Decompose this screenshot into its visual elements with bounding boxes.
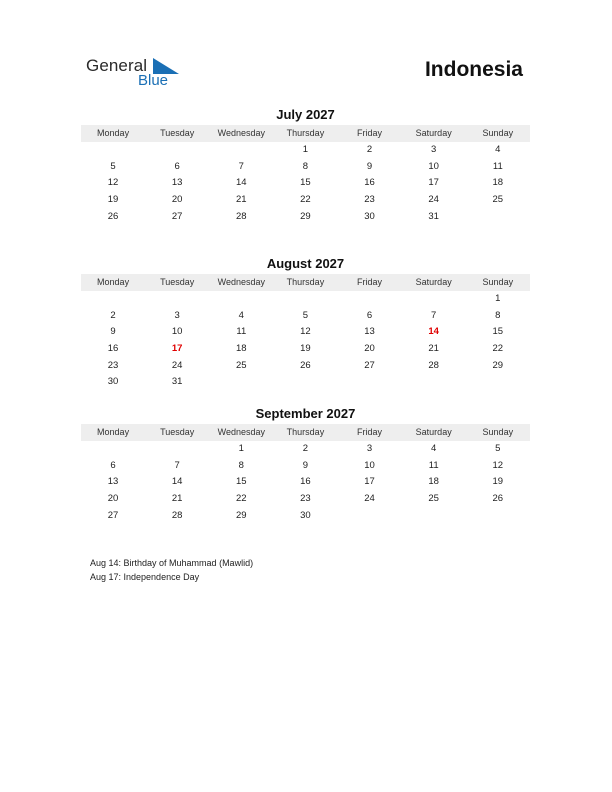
empty-day-cell	[338, 291, 402, 308]
day-cell: 14	[236, 177, 247, 189]
day-cell: 16	[364, 177, 375, 189]
day-cell: 23	[364, 194, 375, 206]
day-cell: 9	[366, 160, 373, 172]
weekday-label: Thursday	[286, 427, 325, 437]
day-cell: 21	[236, 194, 247, 206]
empty-day-cell	[466, 374, 530, 391]
weekday-label: Tuesday	[160, 277, 195, 287]
day-cell: 21	[428, 343, 439, 355]
day-cell: 29	[492, 359, 504, 371]
day-cell: 1	[302, 144, 309, 155]
weekday-label: Sunday	[482, 277, 514, 287]
logo-word-general: General	[86, 56, 148, 75]
day-cell: 29	[300, 210, 311, 222]
weekday-label: Saturday	[415, 277, 452, 287]
weekday-header	[81, 424, 530, 441]
day-cell: 2	[366, 144, 373, 155]
day-cell: 3	[174, 309, 180, 321]
day-cell: 5	[495, 443, 501, 454]
weekday-label: Wednesday	[217, 128, 265, 138]
day-cell: 18	[428, 476, 439, 488]
day-cell: 3	[366, 443, 373, 454]
day-cell: 28	[428, 359, 439, 371]
weekday-label: Saturday	[415, 427, 452, 437]
day-cell: 6	[366, 309, 373, 321]
empty-day-cell	[145, 441, 209, 458]
weekday-label: Saturday	[415, 128, 452, 138]
day-cell: 13	[364, 326, 375, 338]
weekday-label: Wednesday	[217, 277, 265, 287]
day-cell: 31	[428, 210, 439, 222]
day-cell: 20	[171, 194, 183, 206]
country-title: Indonesia	[424, 58, 523, 81]
day-cell: 26	[300, 359, 311, 371]
day-cell: 8	[238, 459, 244, 471]
day-cell: 25	[428, 493, 439, 505]
day-cell: 30	[364, 210, 375, 222]
weekday-label: Friday	[357, 427, 383, 437]
day-cell: 21	[171, 493, 183, 505]
empty-day-cell	[466, 508, 530, 525]
day-cell: 6	[110, 459, 116, 471]
day-cell: 2	[302, 443, 309, 454]
empty-day-cell	[145, 291, 209, 308]
empty-day-cell	[338, 374, 402, 391]
weekday-label: Monday	[97, 277, 130, 287]
weekday-header	[81, 125, 530, 142]
day-cell: 1	[238, 443, 244, 454]
weekday-label: Monday	[97, 427, 130, 437]
weekday-label: Sunday	[482, 427, 514, 437]
weekday-label: Friday	[357, 277, 383, 287]
month-title: July 2027	[276, 107, 335, 122]
day-cell: 20	[364, 343, 375, 355]
day-cell: 5	[302, 309, 309, 321]
day-cell: 23	[300, 493, 311, 505]
day-cell: 22	[236, 493, 247, 505]
month-block-september	[81, 405, 530, 524]
day-cell: 7	[238, 160, 244, 172]
day-cell: 5	[110, 160, 116, 172]
day-cell: 27	[171, 210, 183, 222]
empty-day-cell	[273, 374, 337, 391]
day-cell: 17	[428, 177, 439, 189]
day-cell: 11	[492, 160, 503, 172]
day-cell: 27	[364, 359, 375, 371]
day-cell: 26	[107, 210, 119, 222]
day-cell: 15	[236, 476, 247, 488]
day-cell: 30	[107, 376, 119, 388]
day-cell: 12	[300, 326, 311, 338]
day-cell: 26	[492, 493, 504, 505]
day-cell: 4	[495, 144, 501, 155]
day-cell: 27	[107, 509, 119, 521]
day-cell: 19	[107, 194, 119, 206]
holiday-note: Aug 14: Birthday of Muhammad (Mawlid)	[90, 558, 254, 568]
weekday-label: Tuesday	[160, 128, 195, 138]
month-title: August 2027	[266, 256, 345, 271]
day-cell: 14	[428, 326, 439, 338]
day-cell: 22	[300, 194, 311, 206]
day-cell: 18	[236, 343, 247, 355]
day-cell: 12	[492, 459, 504, 471]
weekday-label: Thursday	[286, 277, 325, 287]
day-cell: 30	[300, 509, 311, 521]
day-cell: 4	[238, 309, 244, 321]
day-cell: 3	[431, 144, 437, 155]
day-cell: 8	[495, 309, 501, 321]
empty-day-cell	[81, 291, 145, 308]
empty-day-cell	[466, 209, 530, 226]
month-title: September 2027	[255, 406, 356, 421]
empty-day-cell	[402, 508, 466, 525]
weekday-label: Wednesday	[217, 427, 265, 437]
day-cell: 14	[171, 476, 183, 488]
day-cell: 8	[302, 160, 309, 172]
weekday-label: Thursday	[286, 128, 325, 138]
day-cell: 16	[107, 343, 119, 355]
day-cell: 10	[171, 326, 183, 338]
day-cell: 6	[174, 160, 180, 172]
empty-day-cell	[402, 291, 466, 308]
day-cell: 18	[492, 177, 504, 189]
day-cell: 25	[492, 194, 504, 206]
empty-day-cell	[81, 142, 145, 159]
day-cell: 28	[171, 509, 183, 521]
day-cell: 28	[236, 210, 247, 222]
month-block-august	[81, 255, 530, 391]
day-cell: 13	[107, 476, 119, 488]
holiday-note: Aug 17: Independence Day	[90, 572, 200, 582]
day-cell: 4	[431, 443, 437, 454]
logo-word-blue: Blue	[138, 72, 169, 89]
day-cell: 1	[495, 293, 501, 304]
day-cell: 15	[492, 326, 504, 338]
day-cell: 12	[107, 177, 119, 189]
holiday-notes	[90, 556, 253, 584]
month-block-july	[81, 106, 530, 225]
day-cell: 9	[302, 459, 309, 471]
empty-day-cell	[402, 374, 466, 391]
day-cell: 24	[364, 493, 375, 505]
empty-day-cell	[338, 508, 402, 525]
empty-day-cell	[81, 441, 145, 458]
day-cell: 9	[110, 326, 116, 338]
day-cell: 23	[107, 359, 119, 371]
empty-day-cell	[145, 142, 209, 159]
day-cell: 15	[300, 177, 311, 189]
day-cell: 25	[236, 359, 247, 371]
day-cell: 13	[171, 177, 183, 189]
day-cell: 31	[171, 376, 183, 388]
day-cell: 11	[428, 459, 439, 471]
weekday-label: Monday	[97, 128, 130, 138]
weekday-header	[81, 274, 530, 291]
day-cell: 17	[171, 343, 183, 355]
day-cell: 22	[492, 343, 504, 355]
day-cell: 7	[174, 459, 180, 471]
weekday-label: Tuesday	[160, 427, 195, 437]
day-cell: 20	[107, 493, 119, 505]
empty-day-cell	[209, 142, 273, 159]
empty-day-cell	[209, 374, 273, 391]
day-cell: 11	[236, 326, 247, 338]
weekday-label: Sunday	[482, 128, 514, 138]
empty-day-cell	[273, 291, 337, 308]
day-cell: 7	[431, 309, 437, 321]
days-grid	[81, 291, 530, 391]
days-grid	[81, 142, 530, 225]
empty-day-cell	[209, 291, 273, 308]
logo	[86, 56, 186, 92]
day-cell: 19	[492, 476, 504, 488]
day-cell: 10	[364, 459, 375, 471]
day-cell: 24	[171, 359, 183, 371]
day-cell: 19	[300, 343, 311, 355]
day-cell: 10	[428, 160, 439, 172]
weekday-label: Friday	[357, 128, 383, 138]
days-grid	[81, 441, 530, 524]
day-cell: 2	[110, 309, 116, 321]
day-cell: 29	[236, 509, 247, 521]
day-cell: 24	[428, 194, 439, 206]
day-cell: 16	[300, 476, 311, 488]
day-cell: 17	[364, 476, 375, 488]
